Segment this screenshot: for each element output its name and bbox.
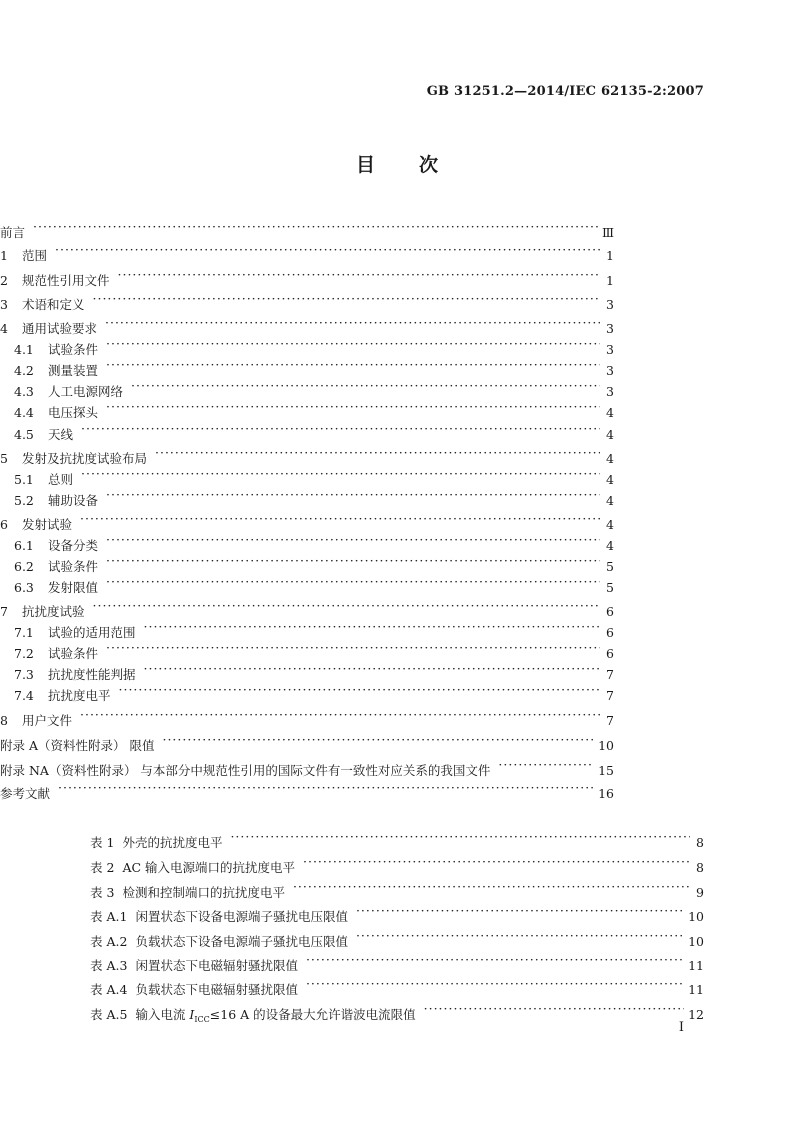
toc-entry-label: 通用试验要求 bbox=[22, 321, 98, 336]
toc-entry-page: 6 bbox=[606, 646, 614, 661]
toc-entry-number: 4.2 bbox=[14, 363, 34, 378]
toc-entry bbox=[14, 572, 614, 595]
toc-entry-label: 术语和定义 bbox=[22, 297, 85, 312]
toc-entry bbox=[0, 730, 614, 753]
toc-entry-label: 试验条件 bbox=[48, 646, 99, 661]
toc-entry-page: 4 bbox=[606, 517, 614, 532]
toc-entry bbox=[0, 705, 614, 728]
toc-entry-label: 发射限值 bbox=[48, 580, 99, 595]
toc-entry-label: 抗扰度电平 bbox=[48, 688, 111, 703]
toc-entry-number: 4.5 bbox=[14, 427, 34, 442]
toc-entry bbox=[0, 755, 614, 778]
toc-entry-number: 6.2 bbox=[14, 559, 34, 574]
toc-entry-number: 7.4 bbox=[14, 688, 34, 703]
toc-entry-number: 8 bbox=[0, 713, 8, 728]
toc-entry-page: 5 bbox=[606, 580, 614, 595]
table-list-number: 表 A.5 bbox=[90, 1007, 128, 1022]
dot-leader bbox=[303, 852, 690, 872]
toc-entry-page: 3 bbox=[606, 342, 614, 357]
table-list-page: 11 bbox=[688, 982, 704, 997]
toc-entry-number: 6.1 bbox=[14, 538, 34, 553]
table-list-label: 闲置状态下设备电源端子骚扰电压限值 bbox=[135, 909, 348, 924]
toc-entry-number: 6 bbox=[0, 517, 8, 532]
table-list-entry bbox=[90, 901, 704, 924]
toc-entry-page: 4 bbox=[606, 451, 614, 466]
dot-leader bbox=[293, 877, 690, 897]
toc-entry-page: 6 bbox=[606, 625, 614, 640]
table-list-page: 10 bbox=[688, 909, 704, 924]
toc-entry-number: 7 bbox=[0, 604, 8, 619]
page-title bbox=[0, 150, 794, 177]
standard-code: GB 31251.2—2014/IEC 62135-2:2007 bbox=[426, 84, 704, 99]
toc-entry-number: 5 bbox=[0, 451, 8, 466]
toc-entry-number: 4 bbox=[0, 321, 8, 336]
table-list-page: 8 bbox=[696, 860, 704, 875]
label-text: ≤16 A 的设备最大允许谐波电流限值 bbox=[209, 1007, 416, 1022]
toc-entry-page: 5 bbox=[606, 559, 614, 574]
toc-entry-page: 7 bbox=[606, 688, 614, 703]
toc-entry-number: 4.1 bbox=[14, 342, 34, 357]
toc-entry bbox=[0, 240, 614, 263]
toc-entry-page: 7 bbox=[606, 713, 614, 728]
dot-leader bbox=[93, 596, 600, 616]
table-list-number: 表 A.2 bbox=[90, 934, 128, 949]
dot-leader bbox=[106, 530, 600, 550]
dot-leader bbox=[356, 926, 684, 946]
toc-entry bbox=[14, 638, 614, 661]
table-list-page: 12 bbox=[688, 1007, 704, 1022]
toc-entry-number: 3 bbox=[0, 297, 8, 312]
dot-leader bbox=[131, 376, 600, 396]
toc-entry bbox=[14, 680, 614, 703]
toc-entry-page: 4 bbox=[606, 493, 614, 508]
toc-entry-page: 3 bbox=[606, 384, 614, 399]
dot-leader bbox=[81, 464, 600, 484]
toc-entry bbox=[14, 485, 614, 508]
table-list-number: 表 A.3 bbox=[90, 958, 128, 973]
toc-entry-label: 规范性引用文件 bbox=[22, 273, 110, 288]
toc-entry-page: 10 bbox=[598, 738, 614, 753]
toc-entry-label: 试验的适用范围 bbox=[48, 625, 136, 640]
toc-entry-page: 3 bbox=[606, 297, 614, 312]
dot-leader bbox=[106, 485, 600, 505]
dot-leader bbox=[230, 827, 690, 847]
toc-entry bbox=[14, 355, 614, 378]
toc-entry bbox=[14, 659, 614, 682]
toc-entry-number: 1 bbox=[0, 248, 8, 263]
dot-leader bbox=[80, 705, 600, 725]
toc-entry-label: 附录 A（资料性附录） 限值 bbox=[0, 738, 155, 753]
table-list-label: 检测和控制端口的抗扰度电平 bbox=[122, 885, 285, 900]
dot-leader bbox=[118, 265, 600, 285]
table-list-number: 表 A.4 bbox=[90, 982, 128, 997]
toc-entry-page: 4 bbox=[606, 405, 614, 420]
table-list-number: 表 2 bbox=[90, 860, 115, 875]
dot-leader bbox=[162, 730, 594, 750]
dot-leader bbox=[498, 755, 594, 775]
dot-leader bbox=[106, 572, 600, 592]
toc-entry-number: 4.3 bbox=[14, 384, 34, 399]
dot-leader bbox=[81, 419, 600, 439]
toc-entry-number: 4.4 bbox=[14, 405, 34, 420]
dot-leader bbox=[424, 999, 684, 1019]
label-text: 输入电流 bbox=[135, 1007, 190, 1022]
toc-entry bbox=[14, 530, 614, 553]
table-list-label: 闲置状态下电磁辐射骚扰限值 bbox=[135, 958, 298, 973]
table-list-page: 10 bbox=[688, 934, 704, 949]
dot-leader bbox=[144, 617, 600, 637]
table-list-entry bbox=[90, 877, 704, 900]
toc-entry-number: 7.1 bbox=[14, 625, 34, 640]
toc-entry-label: 人工电源网络 bbox=[48, 384, 124, 399]
toc-entry-page: 6 bbox=[606, 604, 614, 619]
toc-entry-page: 15 bbox=[598, 763, 614, 778]
dot-leader bbox=[58, 778, 594, 798]
toc-entry bbox=[0, 313, 614, 336]
table-list-label: 外壳的抗扰度电平 bbox=[122, 835, 223, 850]
toc-entry-label: 范围 bbox=[22, 248, 48, 263]
table-list-label: 负载状态下设备电源端子骚扰电压限值 bbox=[135, 934, 348, 949]
toc-entry-label: 天线 bbox=[48, 427, 74, 442]
current-symbol: I bbox=[189, 1007, 195, 1022]
toc-entry-label: 参考文献 bbox=[0, 786, 51, 801]
toc-entry-page: 16 bbox=[598, 786, 614, 801]
dot-leader bbox=[105, 313, 600, 333]
toc-entry bbox=[14, 551, 614, 574]
toc-entry-label: 发射及抗扰度试验布局 bbox=[22, 451, 148, 466]
dot-leader bbox=[119, 680, 600, 700]
toc-entry bbox=[14, 334, 614, 357]
toc-entry bbox=[0, 265, 614, 288]
toc-entry bbox=[0, 217, 614, 240]
current-subscript: ICC bbox=[194, 1015, 210, 1024]
toc-entry bbox=[0, 289, 614, 312]
table-list-entry bbox=[90, 999, 704, 1024]
toc-entry-number: 7.3 bbox=[14, 667, 34, 682]
dot-leader bbox=[155, 443, 600, 463]
toc-entry-label: 设备分类 bbox=[48, 538, 99, 553]
page-number: I bbox=[678, 1020, 684, 1035]
dot-leader bbox=[356, 901, 684, 921]
dot-leader bbox=[306, 950, 684, 970]
toc-entry-page: 3 bbox=[606, 321, 614, 336]
toc-entry bbox=[14, 397, 614, 420]
toc-entry-number: 7.2 bbox=[14, 646, 34, 661]
toc-entry-label: 抗扰度试验 bbox=[22, 604, 85, 619]
dot-leader bbox=[93, 289, 600, 309]
toc-entry bbox=[0, 596, 614, 619]
table-list-entry bbox=[90, 926, 704, 949]
title-char-2: 次 bbox=[419, 154, 439, 176]
toc-entry-label: 总则 bbox=[48, 472, 74, 487]
toc-entry-number: 5.2 bbox=[14, 493, 34, 508]
toc-entry-label: 电压探头 bbox=[48, 405, 99, 420]
table-list-entry bbox=[90, 852, 704, 875]
toc-entry-label: 发射试验 bbox=[22, 517, 73, 532]
table-list-page: 8 bbox=[696, 835, 704, 850]
table-list-label: 负载状态下电磁辐射骚扰限值 bbox=[135, 982, 298, 997]
toc-entry-page: 7 bbox=[606, 667, 614, 682]
table-list-page: 11 bbox=[688, 958, 704, 973]
toc-entry-label: 附录 NA（资料性附录） 与本部分中规范性引用的国际文件有一致性对应关系的我国文件 bbox=[0, 763, 491, 778]
table-list-number: 表 A.1 bbox=[90, 909, 128, 924]
dot-leader bbox=[106, 334, 600, 354]
table-list-label bbox=[135, 1005, 415, 1030]
toc-entry-page: 3 bbox=[606, 363, 614, 378]
dot-leader bbox=[306, 974, 684, 994]
table-list-entry bbox=[90, 950, 704, 973]
toc-entry-page: 4 bbox=[606, 472, 614, 487]
toc-entry bbox=[14, 419, 614, 442]
toc-entry-label: 测量装置 bbox=[48, 363, 99, 378]
toc-entry-label: 试验条件 bbox=[48, 342, 99, 357]
toc-entry bbox=[0, 509, 614, 532]
table-list-page: 9 bbox=[696, 885, 704, 900]
table-list-entry bbox=[90, 974, 704, 997]
toc-entry-label: 用户文件 bbox=[22, 713, 73, 728]
table-list-label: AC 输入电源端口的抗扰度电平 bbox=[122, 860, 296, 875]
toc-entry-label: 抗扰度性能判据 bbox=[48, 667, 136, 682]
toc-entry-number: 2 bbox=[0, 273, 8, 288]
toc-entry bbox=[14, 617, 614, 640]
toc-entry bbox=[14, 464, 614, 487]
dot-leader bbox=[33, 217, 598, 237]
toc-entry-number: 5.1 bbox=[14, 472, 34, 487]
toc-entry-label: 试验条件 bbox=[48, 559, 99, 574]
toc-entry bbox=[14, 376, 614, 399]
toc-entry-page: 4 bbox=[606, 538, 614, 553]
table-list-entry bbox=[90, 827, 704, 850]
dot-leader bbox=[106, 355, 600, 375]
toc-entry-page: 1 bbox=[606, 273, 614, 288]
toc-entry-label: 辅助设备 bbox=[48, 493, 99, 508]
dot-leader bbox=[80, 509, 600, 529]
toc-entry-page: Ⅲ bbox=[601, 225, 614, 240]
toc-entry-page: 4 bbox=[606, 427, 614, 442]
dot-leader bbox=[106, 551, 600, 571]
toc-entry-label: 前言 bbox=[0, 225, 26, 240]
toc-entry bbox=[0, 778, 614, 801]
toc-entry-page: 1 bbox=[606, 248, 614, 263]
dot-leader bbox=[55, 240, 600, 260]
dot-leader bbox=[106, 638, 600, 658]
table-list-number: 表 1 bbox=[90, 835, 115, 850]
table-list-number: 表 3 bbox=[90, 885, 115, 900]
toc-entry-number: 6.3 bbox=[14, 580, 34, 595]
dot-leader bbox=[144, 659, 600, 679]
title-char-1: 目 bbox=[355, 154, 375, 176]
dot-leader bbox=[106, 397, 600, 417]
toc-entry bbox=[0, 443, 614, 466]
